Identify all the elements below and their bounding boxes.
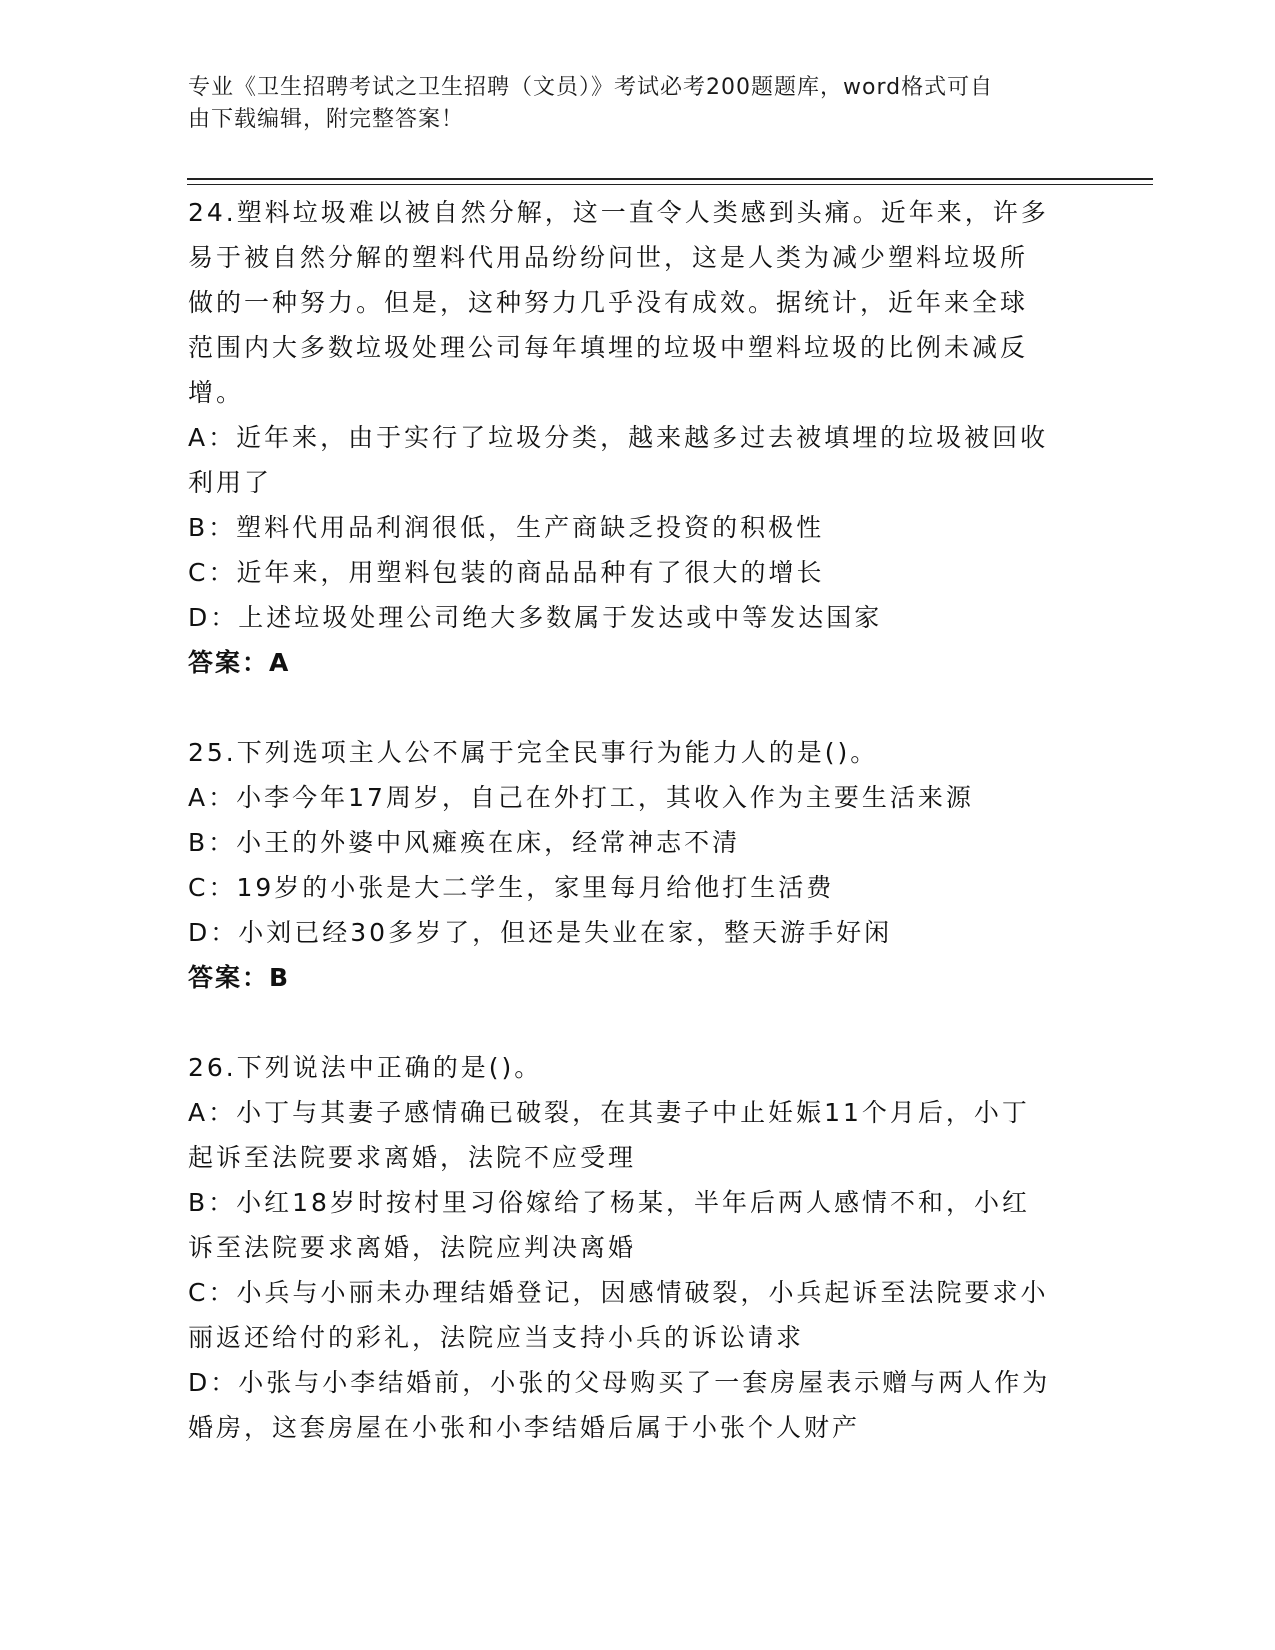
answer-line: 答案：A [188, 648, 291, 677]
header-divider-thin [187, 184, 1153, 185]
spacer [188, 1000, 1078, 1045]
option-a-line: 起诉至法院要求离婚，法院不应受理 [188, 1143, 637, 1172]
answer-line: 答案：B [188, 963, 291, 992]
question-stem-line: 26.下列说法中正确的是()。 [188, 1053, 543, 1082]
option-d-line: D：小刘已经30多岁了，但还是失业在家，整天游手好闲 [188, 918, 893, 947]
question-stem-line: 增。 [188, 378, 245, 407]
header-line: 由下载编辑，附完整答案！ [188, 107, 465, 132]
option-a-line: A：近年来，由于实行了垃圾分类，越来越多过去被填埋的垃圾被回收 [188, 423, 1049, 452]
option-b-line: 诉至法院要求离婚，法院应判决离婚 [188, 1233, 637, 1262]
spacer [188, 685, 1078, 730]
question-block [188, 1045, 1078, 1450]
option-b-line: B：塑料代用品利润很低，生产商缺乏投资的积极性 [188, 513, 825, 542]
option-a-line: A：小李今年17周岁，自己在外打工，其收入作为主要生活来源 [188, 783, 974, 812]
option-c-line: C：小兵与小丽未办理结婚登记，因感情破裂，小兵起诉至法院要求小 [188, 1278, 1049, 1307]
header-line: 专业《卫生招聘考试之卫生招聘（文员）》考试必考200题题库，word格式可自 [188, 75, 994, 100]
option-c-line: C：近年来，用塑料包装的商品品种有了很大的增长 [188, 558, 825, 587]
document-header [188, 72, 1068, 136]
option-d-line: D：小张与小李结婚前，小张的父母购买了一套房屋表示赠与两人作为 [188, 1368, 1051, 1397]
option-c-line: 丽返还给付的彩礼，法院应当支持小兵的诉讼请求 [188, 1323, 805, 1352]
question-stem-line: 做的一种努力。但是，这种努力几乎没有成效。据统计，近年来全球 [188, 288, 1029, 317]
option-a-line: 利用了 [188, 468, 273, 497]
question-stem-line: 24.塑料垃圾难以被自然分解，这一直令人类感到头痛。近年来，许多 [188, 198, 1049, 227]
header-divider [187, 178, 1153, 180]
question-stem-line: 范围内大多数垃圾处理公司每年填埋的垃圾中塑料垃圾的比例未减反 [188, 333, 1029, 362]
option-d-line: D：上述垃圾处理公司绝大多数属于发达或中等发达国家 [188, 603, 883, 632]
question-block [188, 190, 1078, 685]
question-stem-line: 易于被自然分解的塑料代用品纷纷问世，这是人类为减少塑料垃圾所 [188, 243, 1029, 272]
question-block [188, 730, 1078, 1000]
option-d-line: 婚房，这套房屋在小张和小李结婚后属于小张个人财产 [188, 1413, 861, 1442]
option-b-line: B：小王的外婆中风瘫痪在床，经常神志不清 [188, 828, 741, 857]
option-b-line: B：小红18岁时按村里习俗嫁给了杨某，半年后两人感情不和，小红 [188, 1188, 1030, 1217]
option-a-line: A：小丁与其妻子感情确已破裂，在其妻子中止妊娠11个月后，小丁 [188, 1098, 1030, 1127]
question-list [188, 190, 1078, 1450]
option-c-line: C：19岁的小张是大二学生，家里每月给他打生活费 [188, 873, 835, 902]
question-stem-line: 25.下列选项主人公不属于完全民事行为能力人的是()。 [188, 738, 879, 767]
